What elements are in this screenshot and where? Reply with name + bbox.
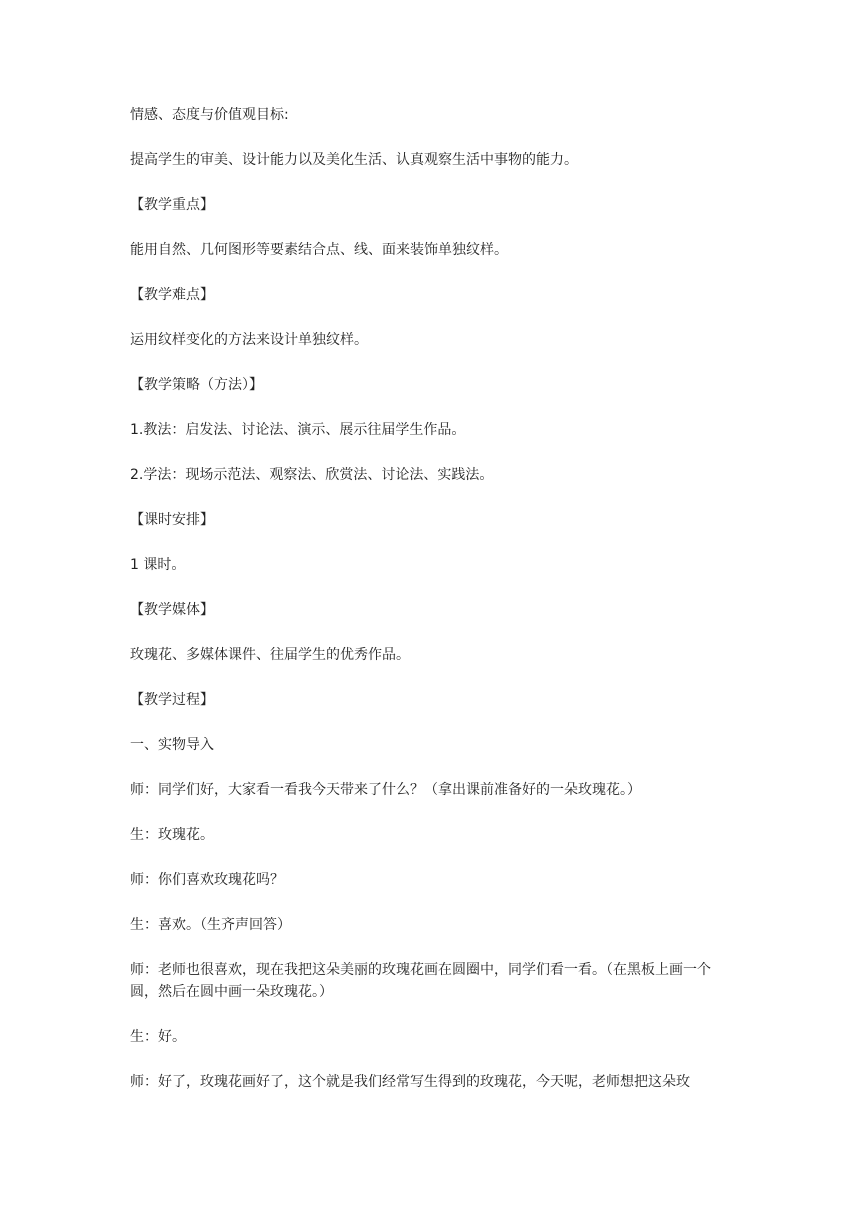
paragraph-learning-method: 2.学法：现场示范法、观察法、欣赏法、讨论法、实践法。	[130, 467, 494, 483]
paragraph-schedule: 1 课时。	[130, 557, 186, 573]
paragraph-key-points: 能用自然、几何图形等要素结合点、线、面来装饰单独纹样。	[130, 242, 508, 258]
heading-process: 【教学过程】	[130, 692, 214, 708]
heading-difficulties: 【教学难点】	[130, 287, 214, 303]
dialogue-line: 师：好了，玫瑰花画好了，这个就是我们经常写生得到的玫瑰花，今天呢，老师想把这朵玫	[130, 1074, 690, 1090]
dialogue-line: 师：老师也很喜欢，现在我把这朵美丽的玫瑰花画在圆圈中，同学们看一看。（在黑板上画一个圆，然后在圆中画一朵玫瑰花。）	[130, 962, 711, 1000]
heading-key-points: 【教学重点】	[130, 197, 214, 213]
dialogue-line: 生：玫瑰花。	[130, 827, 214, 843]
dialogue-line: 生：喜欢。（生齐声回答）	[130, 917, 291, 933]
paragraph-media: 玫瑰花、多媒体课件、往届学生的优秀作品。	[130, 647, 410, 663]
dialogue-line: 生：好。	[130, 1029, 186, 1045]
paragraph-teaching-method: 1.教法：启发法、讨论法、演示、展示往届学生作品。	[130, 422, 466, 438]
heading-strategy: 【教学策略（方法）】	[130, 377, 263, 393]
document-body	[130, 104, 734, 1116]
heading-schedule: 【课时安排】	[130, 512, 214, 528]
paragraph-objective-heading: 情感、态度与价值观目标:	[130, 107, 289, 123]
paragraph-difficulties: 运用纹样变化的方法来设计单独纹样。	[130, 332, 368, 348]
dialogue-line: 师：同学们好，大家看一看我今天带来了什么？（拿出课前准备好的一朵玫瑰花。）	[130, 782, 641, 798]
dialogue-line: 师：你们喜欢玫瑰花吗？	[130, 872, 284, 888]
paragraph-section-one: 一、实物导入	[130, 737, 214, 753]
heading-media: 【教学媒体】	[130, 602, 214, 618]
paragraph-objective-text: 提高学生的审美、设计能力以及美化生活、认真观察生活中事物的能力。	[130, 152, 578, 168]
